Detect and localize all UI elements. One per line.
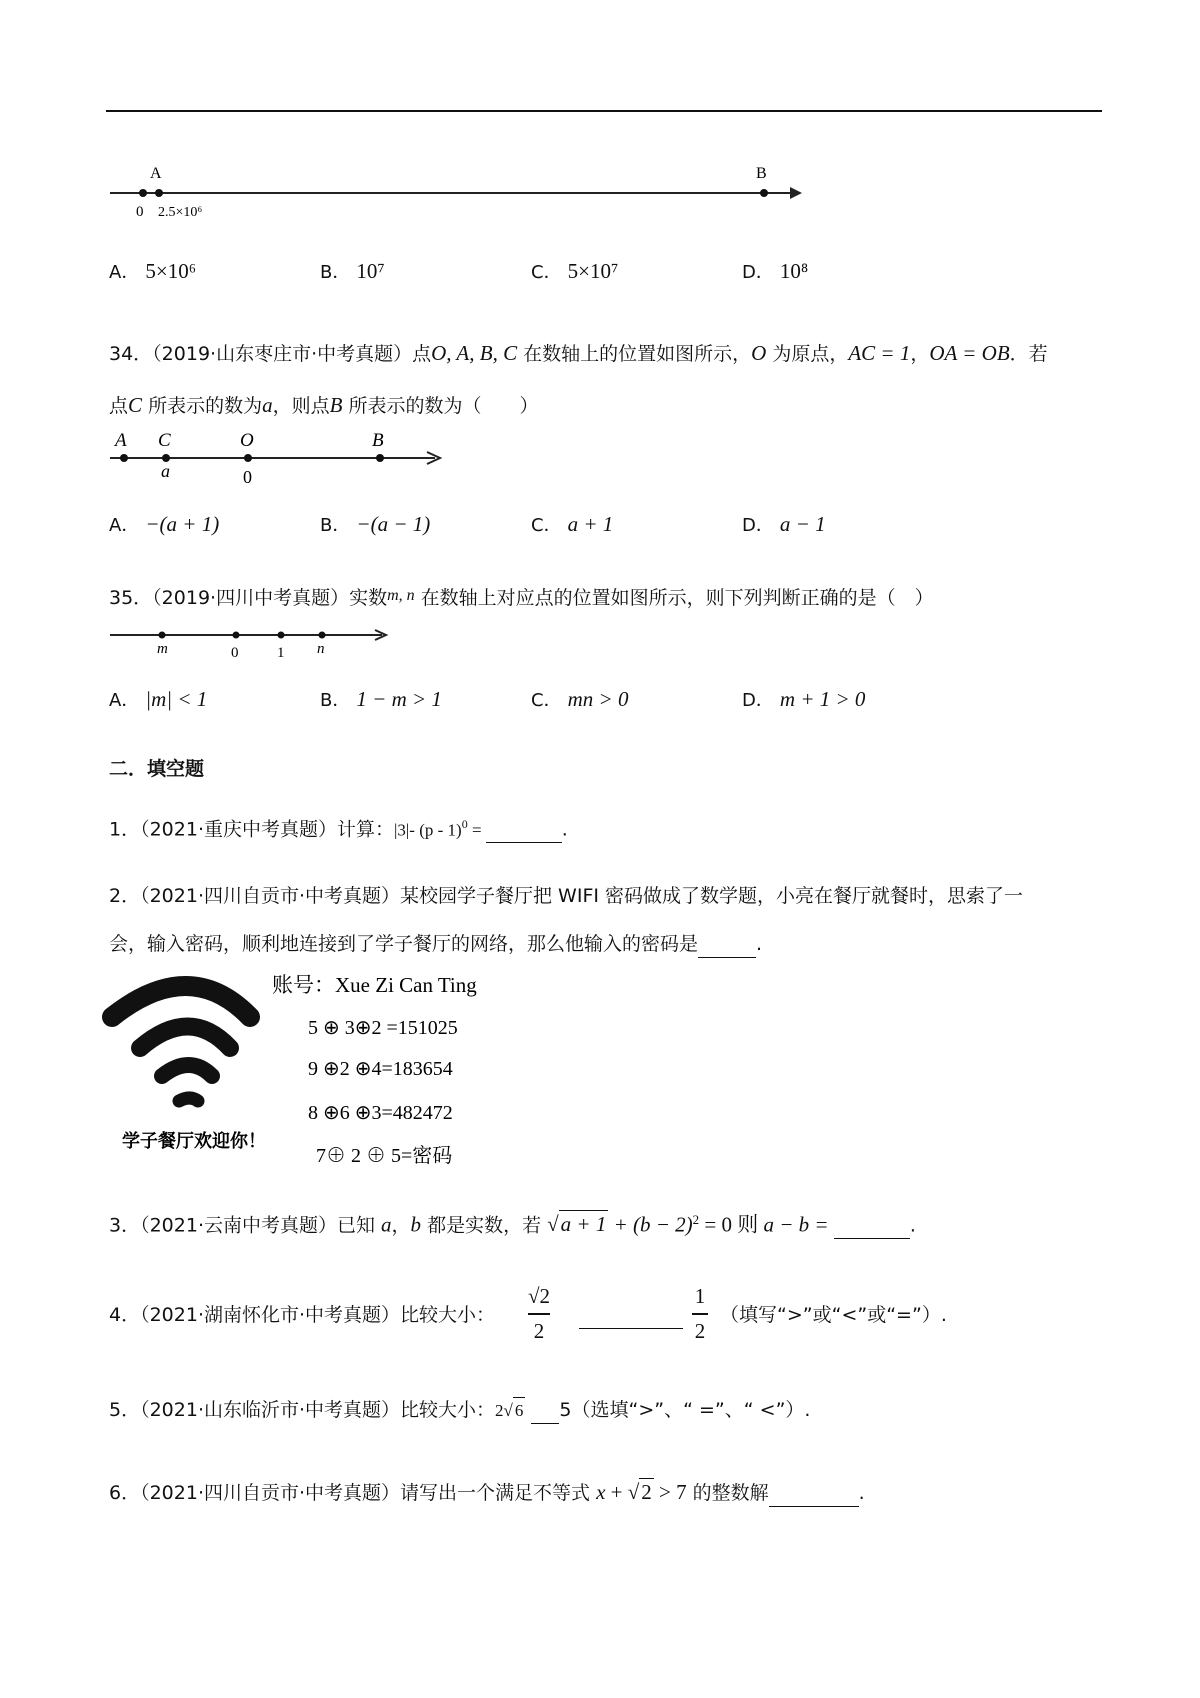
q34-option-a: A． −(a + 1): [109, 512, 220, 536]
fraction-root2-over-2: √2 2: [528, 1284, 551, 1343]
wifi-password-figure: [100, 965, 520, 1170]
answer-blank: [486, 816, 562, 843]
fraction-1-over-2: 1 2: [692, 1284, 708, 1344]
welcome-text: 学子餐厅欢迎你！: [122, 1131, 266, 1152]
point-a-label: A: [115, 430, 127, 451]
q33-option-b: B． 10⁷: [320, 259, 385, 283]
q35-option-c: C． mn > 0: [531, 687, 629, 711]
q34-option-b: B． −(a − 1): [320, 512, 431, 536]
wifi-row-3: 8 ⊕6 ⊕3=482472: [308, 1102, 453, 1124]
fill-question-2-line2: 会，输入密码，顺利地连接到了学子餐厅的网络，那么他输入的密码是 .: [109, 931, 762, 958]
answer-blank: [698, 931, 756, 958]
answer-blank: [531, 1397, 559, 1424]
wifi-row-4: 7⊕ 2 ⊕ 5=密码: [316, 1145, 453, 1167]
label-m: m: [157, 641, 168, 657]
answer-blank: [769, 1480, 859, 1507]
header-rule: [106, 110, 1102, 112]
number-line-figure-34: [100, 428, 450, 490]
fill-question-1: 1．（2021·重庆中考真题）计算：|3|- (p - 1)$^0$ = .: [109, 811, 568, 843]
tick-a-value: 2.5×10⁶: [158, 205, 203, 220]
label-zero: 0: [243, 467, 252, 487]
point-a-label: A: [150, 165, 162, 182]
tick-zero: 0: [136, 204, 144, 220]
q35-option-a: A． |m| < 1: [109, 687, 208, 711]
q35-stem: 35．（2019·四川中考真题）实数$^{m, n}$ 在数轴上对应点的位置如图所示，则下列判断正确的是（ ）: [109, 587, 934, 609]
fill-question-2-line1: 2．（2021·四川自贡市·中考真题）某校园学子餐厅把 WIFI 密码做成了数学题，小亮在餐厅就餐时，思索了一: [109, 885, 1024, 907]
fill-question-4-prefix: 4．（2021·湖南怀化市·中考真题）比较大小：: [109, 1304, 496, 1326]
label-a-value: a: [161, 461, 170, 481]
q34-option-c: C． a + 1: [531, 512, 614, 536]
label-one: 1: [277, 645, 285, 661]
number-line-figure-35: [100, 620, 400, 664]
point-b-label: B: [756, 165, 767, 182]
wifi-row-2: 9 ⊕2 ⊕4=183654: [308, 1058, 453, 1080]
label-n: n: [317, 641, 325, 657]
label-zero: 0: [231, 645, 239, 661]
fill-question-4-tail: （填写“>”或“<”或“=”）.: [720, 1304, 947, 1326]
q35-option-d: D． m + 1 > 0: [742, 687, 866, 711]
number-line-figure-33: [100, 160, 820, 230]
q34-line1: 34．（2019·山东枣庄市·中考真题）点O, A, B, C 在数轴上的位置如图所示，O 为原点，AC = 1，OA = OB．若: [109, 341, 1048, 365]
account-text: 账号：Xue Zi Can Ting: [272, 973, 477, 997]
q34-line2: 点C 所表示的数为a，则点B 所表示的数为（ ）: [109, 393, 539, 417]
wifi-icon: [112, 986, 250, 1101]
q33-option-a: A． 5×10⁶: [109, 259, 197, 283]
q33-option-c: C． 5×10⁷: [531, 259, 619, 283]
point-o-label: O: [240, 430, 254, 451]
q35-option-b: B． 1 − m > 1: [320, 687, 442, 711]
fill-question-5: 5．（2021·山东临沂市·中考真题）比较大小：2√ 6 5（选填“>”、“ =”、“ <”）.: [109, 1397, 810, 1424]
wifi-row-1: 5 ⊕ 3⊕2 =151025: [308, 1017, 458, 1039]
fill-question-3: 3．（2021·云南中考真题）已知 a，b 都是实数，若 $√a + 1 + (b - 2)^2 = 0$ 则 a − b = .: [109, 1207, 916, 1239]
point-b-label: B: [372, 430, 384, 451]
fill-question-6: 6．（2021·四川自贡市·中考真题）请写出一个满足不等式 x + √2 > 7 的整数解 .: [109, 1478, 865, 1507]
answer-blank: [579, 1302, 683, 1329]
section-title: 二．填空题: [109, 758, 205, 780]
q34-option-d: D． a − 1: [742, 512, 826, 536]
point-c-label: C: [158, 430, 171, 451]
q33-option-d: D． 10⁸: [742, 259, 809, 283]
answer-blank: [834, 1212, 910, 1239]
